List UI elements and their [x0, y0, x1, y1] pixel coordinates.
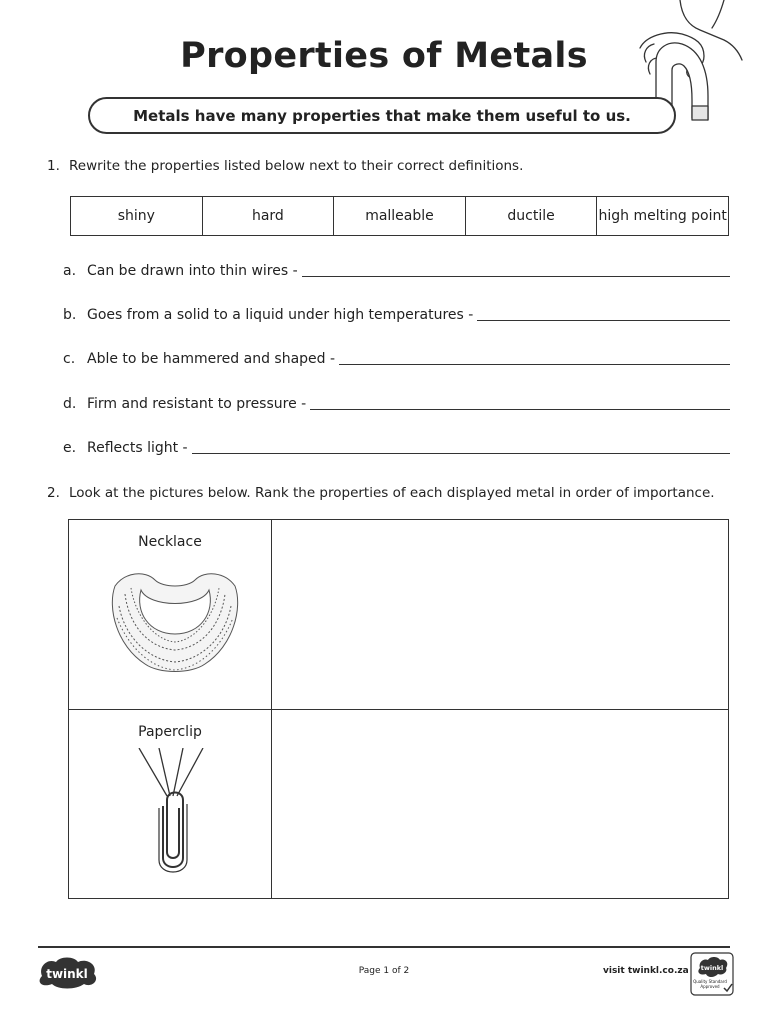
definition-a — [63, 257, 730, 279]
word-bank-table — [70, 196, 729, 236]
definition-letter: c. — [63, 351, 76, 367]
quality-badge — [690, 952, 734, 996]
definition-d — [63, 390, 730, 412]
definition-text: Goes from a solid to a liquid under high temperatures - — [87, 307, 474, 323]
item-label: Paperclip — [138, 724, 202, 740]
item-image-cell — [69, 710, 272, 899]
word-bank-item: hard — [203, 197, 335, 235]
word-bank-item: ductile — [466, 197, 598, 235]
question-1 — [47, 158, 727, 178]
definition-letter: b. — [63, 307, 77, 323]
item-image-cell — [69, 520, 272, 709]
badge-logo-text: twinkl — [700, 964, 724, 972]
page-number: Page 1 of 2 — [358, 966, 410, 976]
definition-text: Able to be hammered and shaped - — [87, 351, 336, 367]
word-bank-item: malleable — [334, 197, 466, 235]
definition-letter: d. — [63, 396, 77, 412]
definition-e — [63, 434, 730, 456]
answer-line[interactable] — [477, 306, 730, 321]
visit-link[interactable]: visit twinkl.co.za — [603, 966, 689, 976]
definition-text: Firm and resistant to pressure - — [87, 396, 307, 412]
necklace-icon — [105, 568, 245, 680]
answer-line[interactable] — [302, 262, 730, 277]
question-1-text: Rewrite the properties listed below next to their correct definitions. — [69, 158, 524, 174]
logo-text: twinkl — [46, 967, 88, 981]
page-title: Properties of Metals — [180, 36, 588, 76]
ranking-answer-area[interactable] — [272, 710, 728, 899]
definition-text: Reflects light - — [87, 440, 188, 456]
intro-text: Metals have many properties that make them useful to us. — [133, 106, 631, 125]
definition-letter: e. — [63, 440, 77, 456]
word-bank-item: shiny — [71, 197, 203, 235]
definition-c — [63, 345, 730, 367]
definition-b — [63, 301, 730, 323]
question-2-number: 2. — [47, 485, 60, 501]
footer-divider — [38, 946, 730, 948]
definition-text: Can be drawn into thin wires - — [87, 263, 298, 279]
question-1-number: 1. — [47, 158, 60, 174]
answer-line[interactable] — [339, 350, 730, 365]
answer-line[interactable] — [192, 439, 730, 454]
ranking-row-paperclip — [69, 709, 728, 899]
item-label: Necklace — [138, 534, 202, 550]
definition-letter: a. — [63, 263, 77, 279]
ranking-answer-area[interactable] — [272, 520, 728, 709]
ranking-row-necklace — [69, 520, 728, 709]
intro-banner — [88, 97, 676, 134]
badge-text: Quality Standard Approved — [693, 979, 727, 989]
question-2-text: Look at the pictures below. Rank the properties of each displayed metal in order of importance. — [69, 485, 715, 501]
word-bank-item: high melting point — [598, 208, 727, 224]
question-2 — [47, 485, 747, 505]
paperclip-icon — [137, 748, 207, 878]
ranking-table — [68, 519, 729, 899]
answer-line[interactable] — [310, 395, 730, 410]
